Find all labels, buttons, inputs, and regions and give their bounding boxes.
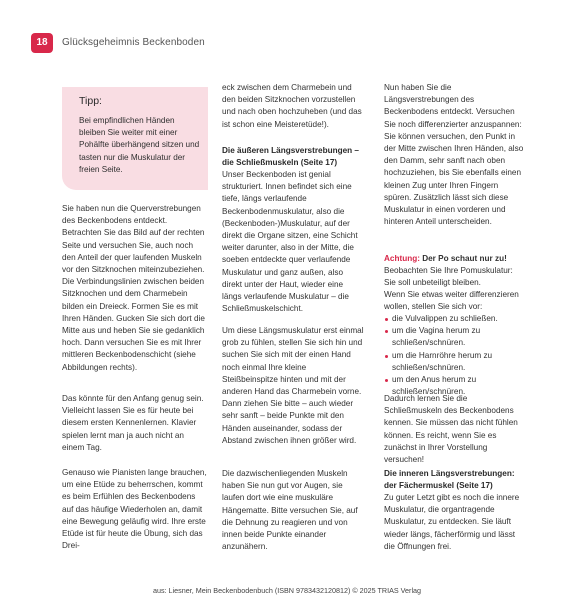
col3-paragraph-2: Wenn Sie etwas weiter differenzieren wollen, stellen Sie sich vor: xyxy=(384,290,519,312)
footer-credit: aus: Liesner, Mein Beckenbodenbuch (ISBN 9783432120812) © 2025 TRIAS Verlag xyxy=(152,586,422,595)
col3-paragraph-1: Nun haben Sie die Längsverstrebungen des Beckenbodens entdeckt. Versuchen Sie noch differenzierter anzuspannen: Sie können versuchen, den Punkt in der Mitte zwischen Ihren Händen, also den Damm, sehr sanft nach oben hochzuziehen, bis Sie ebenfalls einen kleinen Zug unter Ihren Fingern spüren. Zusätzlich lässt sich diese Muskulatur in einen vorderen und hinteren Anteil unterscheiden. xyxy=(384,83,524,227)
tip-text: Bei empfindlichen Händen bleiben Sie weiter mit einer Pohälfte überhängend sitzen und tasten nur die Muskulatur der freien Seite. xyxy=(79,116,200,174)
running-head: Glücksgeheimnis Beckenboden xyxy=(62,37,205,48)
col2-paragraph-2: Unser Beckenboden ist genial strukturiert. Innen befindet sich eine tiefe, längs verlaufende Beckenbodenmuskulatur, also die (Beckenboden-)Muskulatur, auf der direkt die Organe sitzen, eine Schicht weiter darunter, also in der Mitte, die soeben entdeckte quer verlaufende Muskulatur und ganz außen, also direkt unter der Haut, wieder eine längs verlaufende Muskulatur – die Schließmuskelschicht. xyxy=(222,170,358,314)
col1-paragraph-1: Sie haben nun die Querverstrebungen des Beckenbodens entdeckt. Betrachten Sie das Bild auf der rechten Seite und versuchen Sie, auch noch den Anteil der quer laufenden Muskeln vor den Sitzknochen miteinzubeziehen. Die Verbindungslinien zwischen beiden Sitzknochen und dem Charmebein bilden ein Dreieck. Formen Sie es mit Ihren Händen. Gucken Sie sich dort die Mitte aus und heben Sie sie gedanklich hoch. Dann versuchen Sie es mit Ihrer mittleren Beckenbodenschicht (siehe Abbildungen rechts). xyxy=(62,204,205,372)
col3-paragraph-4: Zu guter Letzt gibt es noch die innere Muskulatur, die organtragende Muskulatur, zu entdecken. Sie läuft wieder längs, fächerförmig und lässt die Öffnungen frei. xyxy=(384,493,520,551)
col2-paragraph-1: eck zwischen dem Charmebein und den beiden Sitzknochen vorzustellen und nach oben hochzuheben (und das ist schon eine Meisteretüde!). xyxy=(222,83,362,129)
list-item: um die Harnröhre herum zu schließen/schnüren. xyxy=(384,350,526,374)
achtung-rest: Beobachten Sie Ihre Pomuskulatur: Sie soll unbeteiligt bleiben. xyxy=(384,266,513,288)
col2-paragraph-3: Um diese Längsmuskulatur erst einmal grob zu fühlen, stellen Sie sich hin und suchen Sie sich mit der einen Hand noch einmal Ihre kleine Steißbeinspitze hinten und mit der anderen Hand das Charmebein vorne. Dann ziehen Sie bitte – auch wieder sehr sanft – beide Punkte mit den Händen auseinander, sodass der Abstand zwischen ihnen größer wird. xyxy=(222,326,364,445)
tip-box xyxy=(62,87,208,190)
achtung-bold: Der Po schaut nur zu! xyxy=(422,254,507,263)
heading-schliessmuskeln: Die äußeren Längsverstrebungen – die Schließmuskeln (Seite 17) xyxy=(222,146,359,168)
achtung-note xyxy=(384,253,526,290)
col1-paragraph-2: Das könnte für den Anfang genug sein. Vielleicht lassen Sie es für heute bei diesem ersten Kennenlernen. Klavier spielen lernt man ja auch nicht an einem Tag. xyxy=(62,394,204,452)
page-number-badge: 18 xyxy=(31,33,53,53)
tip-title: Tipp: xyxy=(79,95,102,107)
list-item: die Vulvalippen zu schließen. xyxy=(384,313,526,325)
list-item: um die Vagina herum zu schließen/schnüren. xyxy=(384,325,526,349)
heading-faechermuskel: Die inneren Längsverstrebungen: der Fächermuskel (Seite 17) xyxy=(384,469,515,491)
col2-paragraph-4: Die dazwischenliegenden Muskeln haben Sie nun gut vor Augen, sie laufen dort wie eine muskuläre Hängematte. Bitte versuchen Sie, auf die Dehnung zu reagieren und von innen beide Punkte einander anzunähern. xyxy=(222,469,358,552)
achtung-label: Achtung: xyxy=(384,254,420,263)
col1-paragraph-3: Genauso wie Pianisten lange brauchen, um eine Etüde zu beherrschen, kommt es beim Erfühlen des Beckenbodens auf das häufige Wiederholen an, damit eine Bewegung geläufig wird. Ihre erste Etüde ist für heute die Übung, sich das Drei- xyxy=(62,468,207,551)
bullet-list xyxy=(384,313,526,398)
col3-paragraph-3: Dadurch lernen Sie die Schließmuskeln des Beckenbodens kennen. Sie müssen das nicht fühlen können. Es reicht, wenn Sie es zunächst in Ihrer Vorstellung versuchen! xyxy=(384,394,518,465)
list-item: um den Anus herum zu schließen/schnüren. xyxy=(384,374,526,398)
